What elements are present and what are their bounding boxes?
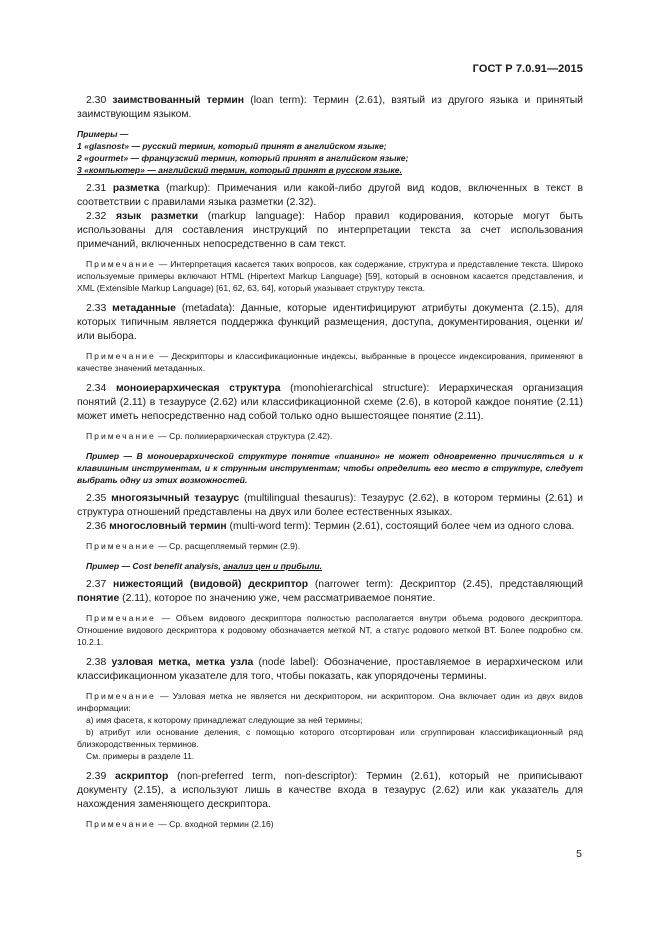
document-header: ГОСТ Р 7.0.91—2015 bbox=[472, 63, 583, 75]
entry-2-35: 2.35 многоязычный тезаурус (multilingual thesaurus): Тезаурус (2.62), в котором термины (2.61) и структура отношений представлены на двух или более естественных языках. bbox=[77, 493, 584, 518]
note-2-37: Примечание — Объем видового дескриптора полностью располагается внутри объема родового дескриптора. Отношение видового дескриптора к родовому обозначается меткой NT, а статус родового меткой BT. Более подробно см. 10.2.1. bbox=[77, 613, 583, 647]
note-2-33: Примечание — Дескрипторы и классификационные индексы, выбранные в процессе индексирования, применяют в качестве значений метаданных. bbox=[77, 351, 583, 373]
note-item-b: b) атрибут или основание деления, с помощью которого отсортирован или сгруппирован классификационный ряд близкородственных терминов. bbox=[77, 727, 583, 749]
note-2-34: Примечание — Ср. полииерархическая структура (2.42). bbox=[86, 431, 333, 441]
entry-2-32: 2.32 язык разметки (markup language): Набор правил кодирования, которые могут быть использованы для составления инструкций по интерпретации текста за счет использования примечаний, включенных непосредственно в сам текст. bbox=[77, 211, 584, 250]
document-body bbox=[77, 94, 583, 830]
entry-2-31: 2.31 разметка (markup): Примечания или какой-либо другой вид кодов, включенных в текст в соответствии с правилами языка разметки (2.32). bbox=[77, 183, 583, 208]
entry-2-30: 2.30 заимствованный термин (loan term): Термин (2.61), взятый из другого языка и принятый заимствующим языком. bbox=[77, 95, 583, 120]
entry-2-36: 2.36 многословный термин (multi-word term): Термин (2.61), состоящий более чем из одного слова. bbox=[86, 521, 575, 532]
entry-2-37: 2.37 нижестоящий (видовой) дескриптор (narrower term): Дескриптор (2.45), представляющий понятие (2.11), которое по значению уже, чем рассматриваемое понятие. bbox=[77, 579, 584, 604]
note-2-38: Примечание — Узловая метка не является ни дескриптором, ни аскриптором. Она включает один из двух видов информации: а) имя фасета, к которому принадлежат следующие за ней термины; b) атрибут или основание деления, с помощью которого отсортирован или сгруппирован классификационный ряд близкородственных терминов. См. примеры в разделе 11. bbox=[77, 691, 583, 761]
note-item-a: а) имя фасета, к которому принадлежат следующие за ней термины; bbox=[86, 715, 363, 725]
entry-2-39: 2.39 аскриптор (non-preferred term, non-descriptor): Термин (2.61), который не приписывают документу (2.15), а используют лишь в качестве входа в тезаурус (2.62) или как указатель для нахождения заменяющего дескриптора. bbox=[77, 771, 583, 810]
entry-2-33: 2.33 метаданные (metadata): Данные, которые идентифицируют атрибуты документа (2.15), для которых типичным является поддержка функций размещения, доступа, документирования, оценки и/или выбора. bbox=[77, 303, 583, 342]
example-2-36: Пример — Cost benefit analysis, анализ цен и прибыли. bbox=[86, 561, 323, 571]
note-see-also: См. примеры в разделе 11. bbox=[86, 751, 195, 761]
entry-2-34: 2.34 моноиерархическая структура (monohierarchical structure): Иерархическая организация понятий (2.11) в тезаурусе (2.62) или классификационной схеме (2.6), в которой каждое понятие (2.11) может иметь непосредственно над собой только одно вышестоящее понятие (2.11). bbox=[77, 383, 583, 422]
examples-2-30: Примеры — 1 «glasnost» — русский термин, который принят в английском языке; 2 «gourmet» — французский термин, который принят в английском языке; 3 «компьютер» — английский термин, который принят в русском языке. bbox=[77, 129, 409, 175]
page-number: 5 bbox=[576, 848, 582, 860]
example-2-34: Пример — В моноиерархической структуре понятие «пианино» не может одновременно причисляться и к клавишным инструментам, и к струнным инструментам; чтобы определить его место в структуре, следует выбрать одну из этих возможностей. bbox=[77, 451, 583, 485]
note-2-32: Примечание — Интерпретация касается таких вопросов, как содержание, структура и представление текста. Широко используемые примеры включают HTML (Hipertext Markup Language) [59], который в основном касается представления, и XML (Extensible Markup Language) [61, 62, 63, 64], который указывает структуру текста. bbox=[77, 259, 583, 293]
entry-2-38: 2.38 узловая метка, метка узла (node label): Обозначение, проставляемое в иерархическом или классификационном указателе для того, чтобы показать, как упорядочены термины. bbox=[77, 657, 583, 682]
note-2-39: Примечание — Ср. входной термин (2.16) bbox=[86, 819, 274, 829]
term: заимствованный термин bbox=[112, 95, 245, 106]
note-2-36: Примечание — Ср. расщепляемый термин (2.9). bbox=[86, 541, 301, 551]
